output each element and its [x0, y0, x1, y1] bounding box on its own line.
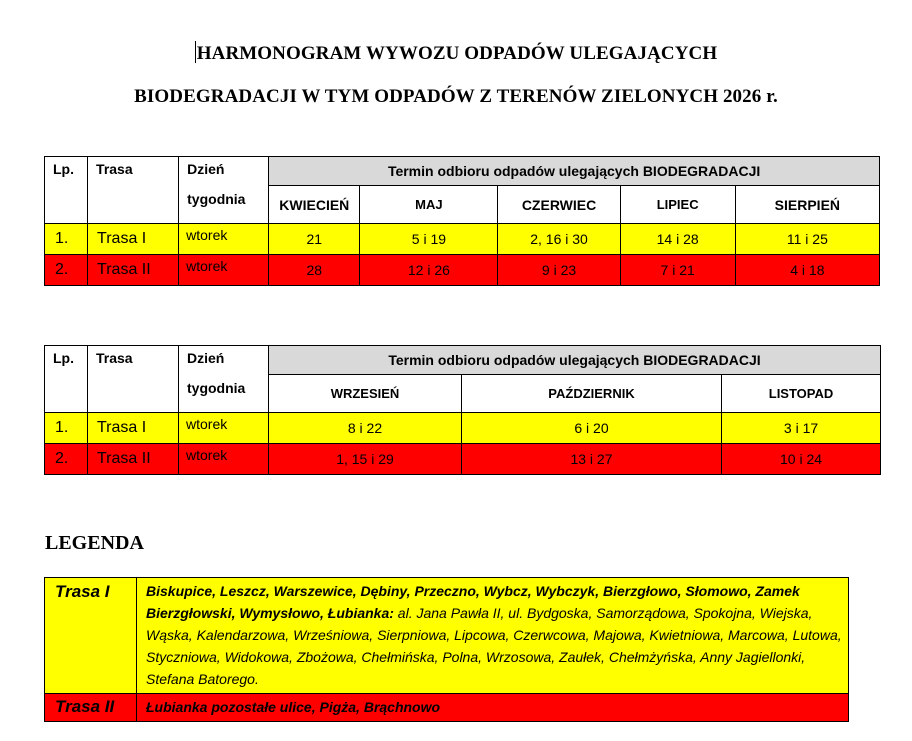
- row-trasa: Trasa II: [88, 255, 179, 286]
- row-lp: 1.: [45, 224, 88, 255]
- row-trasa: Trasa II: [88, 444, 179, 475]
- legend-route-name: Trasa I: [45, 578, 137, 694]
- table-row: [45, 224, 880, 255]
- legend-route-name: Trasa II: [45, 694, 137, 722]
- header-trasa: Trasa: [88, 346, 179, 413]
- legend-row: [45, 694, 849, 722]
- row-value: 3 i 17: [722, 413, 881, 444]
- month-header: LISTOPAD: [722, 375, 881, 413]
- row-value: 13 i 27: [462, 444, 722, 475]
- row-value: 21: [269, 224, 360, 255]
- row-value: 2, 16 i 30: [498, 224, 620, 255]
- row-value: 14 i 28: [620, 224, 735, 255]
- legend-route-localities: Biskupice, Leszcz, Warszewice, Dębiny, Przeczno, Wybcz, Wybczyk, Bierzgłowo, Słomowo, Zamek Bierzgłowski, Wymysłowo, Łubianka:: [146, 583, 800, 621]
- legend-route-streets: al. Jana Pawła II, ul. Bydgoska, Samorządowa, Spokojna, Wiejska, Wąska, Kalendarzowa, Wrześniowa, Sierpniowa, Lipcowa, Czerwcowa, Majowa, Kwietniowa, Marcowa, Lutowa, Styczniowa, Widokowa, Zbożowa, Chełmińska, Polna, Wrzosowa, Zaułek, Chełmżyńska, Anny Jagiellonki, Stefana Batorego.: [146, 605, 842, 687]
- table-row: [45, 255, 880, 286]
- month-header: LIPIEC: [620, 186, 735, 224]
- row-value: 4 i 18: [735, 255, 879, 286]
- row-day: wtorek: [179, 224, 269, 255]
- row-day: wtorek: [179, 413, 269, 444]
- row-lp: 2.: [45, 255, 88, 286]
- header-trasa: Trasa: [88, 157, 179, 224]
- row-value: 28: [269, 255, 360, 286]
- legend-route-description: [137, 694, 849, 722]
- row-day: wtorek: [179, 255, 269, 286]
- text-cursor: [195, 41, 196, 63]
- row-day: wtorek: [179, 444, 269, 475]
- header-lp: Lp.: [45, 346, 88, 413]
- row-value: 11 i 25: [735, 224, 879, 255]
- schedule-table-1: [44, 156, 880, 286]
- legend-table: [44, 577, 849, 722]
- header-day: [179, 346, 269, 413]
- row-value: 1, 15 i 29: [269, 444, 462, 475]
- header-day-line-2: tygodnia: [187, 191, 246, 207]
- legend-route-localities: Łubianka pozostałe ulice, Pigża, Brąchnowo: [146, 699, 441, 715]
- row-value: 12 i 26: [360, 255, 498, 286]
- month-header: PAŹDZIERNIK: [462, 375, 722, 413]
- month-header: CZERWIEC: [498, 186, 620, 224]
- schedule-table-2: [44, 345, 881, 475]
- header-day-line-2: tygodnia: [187, 380, 246, 396]
- row-trasa: Trasa I: [88, 224, 179, 255]
- row-trasa: Trasa I: [88, 413, 179, 444]
- header-lp: Lp.: [45, 157, 88, 224]
- header-day-line-1: Dzień: [187, 350, 225, 366]
- row-lp: 1.: [45, 413, 88, 444]
- legend-route-description: [137, 578, 849, 694]
- row-value: 7 i 21: [620, 255, 735, 286]
- month-header: SIERPIEŃ: [735, 186, 879, 224]
- document-title-line-1: [0, 41, 912, 65]
- header-day: [179, 157, 269, 224]
- row-value: 5 i 19: [360, 224, 498, 255]
- header-term: Termin odbioru odpadów ulegających BIODEGRADACJI: [269, 346, 881, 375]
- table-row: [45, 444, 881, 475]
- month-header: MAJ: [360, 186, 498, 224]
- month-header: WRZESIEŃ: [269, 375, 462, 413]
- header-term: Termin odbioru odpadów ulegających BIODEGRADACJI: [269, 157, 880, 186]
- legend-row: [45, 578, 849, 694]
- row-value: 8 i 22: [269, 413, 462, 444]
- month-header: KWIECIEŃ: [269, 186, 360, 224]
- legend-title: LEGENDA: [45, 532, 144, 554]
- header-day-line-1: Dzień: [187, 161, 225, 177]
- row-value: 10 i 24: [722, 444, 881, 475]
- row-value: 9 i 23: [498, 255, 620, 286]
- title-line-1-text: HARMONOGRAM WYWOZU ODPADÓW ULEGAJĄCYCH: [196, 43, 718, 64]
- row-value: 6 i 20: [462, 413, 722, 444]
- document-title-line-2: BIODEGRADACJI W TYM ODPADÓW Z TERENÓW ZIELONYCH 2026 r.: [134, 86, 778, 107]
- table-row: [45, 413, 881, 444]
- row-lp: 2.: [45, 444, 88, 475]
